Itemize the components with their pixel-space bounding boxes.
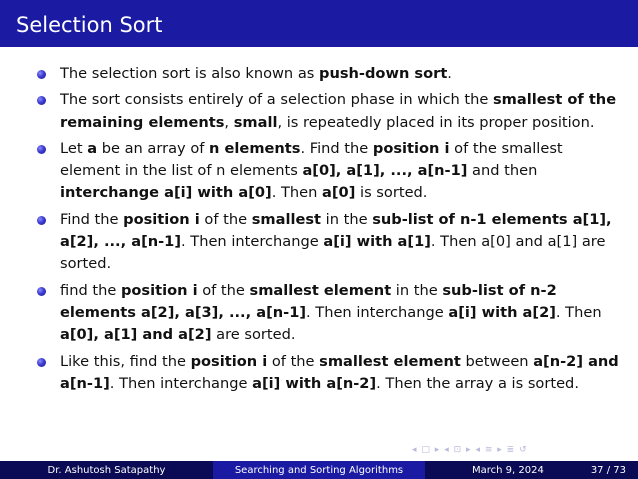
bold-text: position i: [190, 352, 268, 370]
text-run: of the: [267, 352, 320, 370]
prev-section-icon[interactable]: ◂: [475, 445, 481, 455]
footer-info: [425, 461, 638, 479]
search-icon[interactable]: ↺: [519, 445, 528, 455]
bold-text: position i: [123, 210, 200, 228]
bold-text: a[i] with a[n-2]: [252, 374, 377, 392]
text-run: . Then interchange: [109, 374, 253, 392]
bold-text: a[0]: [322, 184, 356, 202]
footer-date: March 9, 2024: [472, 464, 544, 476]
bullet-item: [36, 351, 620, 396]
bold-text: interchange a[i] with a[0]: [60, 184, 272, 202]
text-run: . Then: [555, 303, 602, 321]
bold-text: smallest: [251, 210, 322, 228]
bold-text: a: [87, 139, 98, 157]
text-run: in the: [321, 210, 373, 228]
slide-title: Selection Sort: [16, 13, 163, 37]
bold-text: small: [233, 113, 278, 131]
text-run: . Then interchange: [181, 233, 324, 251]
text-run: . Then interchange: [306, 303, 449, 321]
text-run: are sorted.: [211, 326, 296, 344]
text-run: of the: [197, 281, 250, 299]
text-run: ,: [224, 113, 234, 131]
bullet-list: [36, 63, 620, 399]
text-run: find the: [60, 281, 121, 299]
next-section-icon[interactable]: ▸: [497, 445, 503, 455]
bullet-icon: [37, 216, 46, 225]
text-run: . Then a[0] and a[1] are sorted.: [60, 233, 606, 273]
footer-page: 37 / 73: [590, 464, 626, 476]
bold-text: a[0], a[1] and a[2]: [60, 326, 212, 344]
footer-author: Dr. Ashutosh Satapathy: [0, 461, 213, 479]
bullet-icon: [37, 145, 46, 154]
text-run: Find the: [60, 210, 124, 228]
bold-text: sub-list of n-2 elements a[2], a[3], ..., a[n-1]: [60, 281, 557, 321]
bold-text: position i: [372, 139, 450, 157]
text-run: Let: [60, 139, 88, 157]
next-subsection-icon[interactable]: ▸: [466, 445, 472, 455]
bold-text: sub-list of n-1 elements a[1], a[2], ..., a[n-1]: [60, 210, 612, 251]
text-run: . Find the: [300, 139, 373, 157]
text-run: The sort consists entirely of a selection phase in which the: [60, 91, 493, 109]
text-run: of the smallest element in the list of n elements: [60, 139, 563, 180]
prev-subsection-icon[interactable]: ◂: [444, 445, 450, 455]
bold-text: position i: [120, 281, 198, 299]
section-icon: ≡: [484, 445, 494, 455]
bullet-item: [36, 138, 620, 205]
frame-icon: □: [421, 445, 431, 455]
bullet-item: [36, 63, 620, 85]
bold-text: a[i] with a[1]: [323, 233, 431, 251]
text-run: .: [447, 65, 452, 82]
text-run: . Then the array a is sorted.: [376, 374, 579, 392]
bullet-item: [36, 209, 620, 276]
bullet-item: [36, 280, 620, 347]
bold-text: n elements: [209, 139, 301, 157]
bullet-item: [36, 89, 620, 134]
text-run: between: [460, 352, 534, 370]
title-bar: [0, 0, 638, 47]
text-run: The selection sort is also known as: [60, 65, 320, 82]
bullet-icon: [37, 96, 46, 105]
bullet-icon: [37, 358, 46, 367]
subsection-icon: ⊡: [453, 445, 463, 455]
bullet-icon: [37, 287, 46, 296]
bullet-icon: [37, 70, 46, 79]
bold-text: smallest element: [319, 352, 461, 370]
bold-text: push-down sort: [319, 65, 448, 82]
text-run: in the: [391, 281, 443, 299]
footer-topic: Searching and Sorting Algorithms: [213, 461, 425, 479]
footer: [0, 461, 638, 479]
text-run: is sorted.: [355, 184, 428, 202]
text-run: , is repeatedly placed in its proper position.: [277, 113, 595, 131]
align-icon[interactable]: ≣: [506, 445, 516, 455]
bold-text: a[i] with a[2]: [448, 303, 556, 321]
text-run: and then: [467, 162, 538, 180]
text-run: of the: [199, 210, 252, 228]
bold-text: smallest element: [249, 281, 392, 299]
bold-text: a[0], a[1], ..., a[n-1]: [302, 162, 468, 180]
beamer-navigation: [412, 445, 528, 455]
bold-text: smallest of the remaining elements: [60, 91, 617, 131]
text-run: Like this, find the: [60, 352, 191, 370]
prev-frame-icon[interactable]: ◂: [412, 445, 418, 455]
text-run: be an array of: [97, 139, 210, 157]
next-frame-icon[interactable]: ▸: [434, 445, 441, 455]
text-run: . Then: [271, 184, 323, 202]
bold-text: a[n-2] and a[n-1]: [60, 352, 619, 392]
